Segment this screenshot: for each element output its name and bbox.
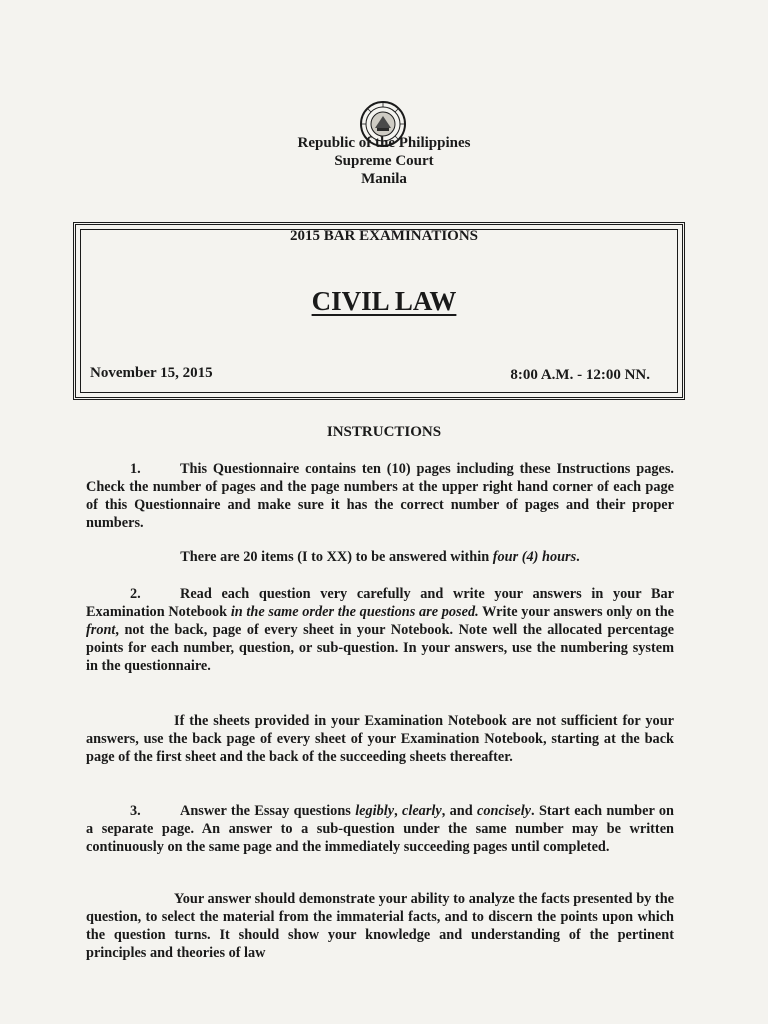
items-note-emphasis: four (4) hours [492, 549, 577, 565]
items-note-prefix: There are 20 items (I to XX) to be answered within [180, 549, 493, 565]
instruction-item-2-continued: If the sheets provided in your Examination Notebook are not sufficient for your answers, use the back page of every sheet of your Examination Notebook, starting at the back page of the first sheet and the back of the succeeding sheets thereafter. [86, 713, 674, 765]
item-text-part: Write your answers only on the [478, 604, 674, 620]
item-text-part: Answer the Essay questions [180, 803, 356, 819]
exam-subject [0, 286, 768, 317]
exam-time: 8:00 A.M. - 12:00 NN. [510, 367, 650, 383]
item-text-emphasis: legibly [355, 803, 395, 819]
item-text-part: Read each question very carefully and write your answers in your Bar Examination Notebook [86, 586, 674, 620]
exam-title: 2015 BAR EXAMINATIONS [289, 228, 479, 244]
item-text-part: , and [441, 803, 478, 819]
item-text-part: . Start each number on a separate page. An answer to a sub-question under the same number may be written continuously on the same page and the immediately succeeding pages until completed. [86, 803, 675, 855]
instruction-item-3 [86, 802, 674, 856]
instruction-item-1 [86, 460, 674, 532]
instruction-item-3-continued: Your answer should demonstrate your ability to analyze the facts presented by the question, to select the material from the immaterial facts, and to discern the points upon which the question turns. It should show your knowledge and understanding of the pertinent principles and theories of law [86, 891, 674, 961]
items-note [86, 548, 674, 566]
header-city: Manila [361, 171, 407, 187]
item-text-emphasis: in the same order the questions are posed. [230, 604, 479, 620]
item-number: 2. [130, 586, 141, 602]
header-republic: Republic of the Philippines [297, 135, 471, 151]
items-note-suffix: . [576, 549, 580, 565]
instruction-item-2 [86, 585, 674, 675]
item-text-part: , not the back, page of every sheet in your Notebook. Note well the allocated percentage points for each number, question, or sub-question. In your answers, use the numbering system in the questionnaire. [86, 622, 674, 674]
item-text-emphasis: front [86, 622, 116, 638]
instructions-heading: INSTRUCTIONS [326, 424, 442, 440]
exam-subject-text: CIVIL LAW [311, 286, 457, 316]
item-text-emphasis: concisely [477, 803, 532, 819]
item-text-part: , [394, 803, 403, 819]
header-court: Supreme Court [334, 153, 434, 169]
item-text-emphasis: clearly [402, 803, 442, 819]
item-text: This Questionnaire contains ten (10) pages including these Instructions pages. Check the number of pages and the page numbers at the upper right hand corner of each page of this Questionnaire and make sure it has the correct number of pages and their proper numbers. [86, 461, 674, 531]
exam-date: November 15, 2015 [90, 365, 213, 381]
item-number: 1. [130, 461, 141, 477]
item-number: 3. [130, 803, 141, 819]
